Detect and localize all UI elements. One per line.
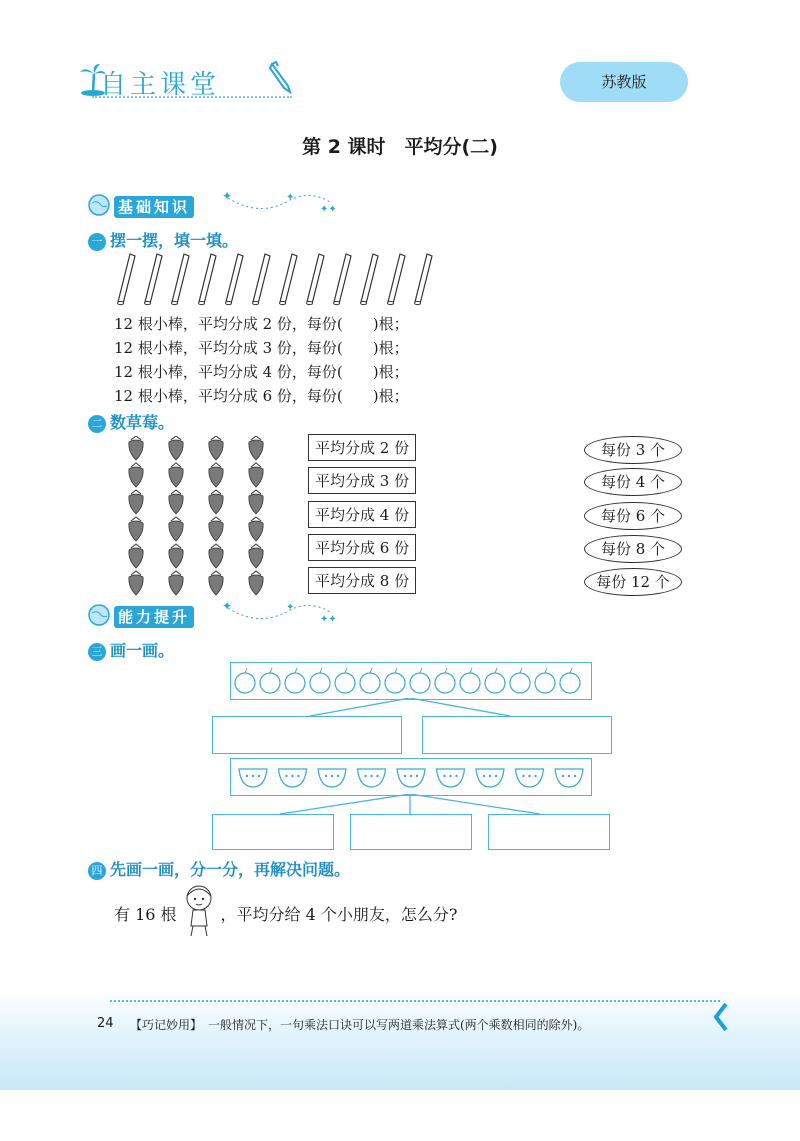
sparkle-trail-decoration xyxy=(220,598,340,632)
svg-text:✦: ✦ xyxy=(222,189,233,203)
stick-icon xyxy=(334,254,352,305)
q2-box-2[interactable]: 平均分成 3 份 xyxy=(308,467,416,494)
section-basic-label: 基础知识 xyxy=(114,196,194,218)
watermelon-slice-icon xyxy=(279,769,307,787)
strawberry-icon xyxy=(249,490,263,514)
apple-icon xyxy=(510,668,530,693)
apples-box xyxy=(230,662,592,700)
watermelon-slice-icon xyxy=(239,769,267,787)
globe-icon xyxy=(88,604,110,630)
strawberry-icon xyxy=(169,544,183,568)
stick-icon xyxy=(388,254,406,305)
answer-box-apple-right[interactable] xyxy=(422,716,612,754)
apple-icon xyxy=(360,668,380,693)
q4-label: 先画一画，分一分，再解决问题。 xyxy=(110,860,351,879)
q2-box-3[interactable]: 平均分成 4 份 xyxy=(308,501,416,528)
q4-text-after: ，平均分给 4 个小朋友，怎么分? xyxy=(220,905,458,924)
apple-icon xyxy=(335,668,355,693)
child-illustration-icon xyxy=(177,902,221,920)
edition-badge: 苏教版 xyxy=(560,62,688,102)
watermelon-connector-lines xyxy=(210,794,610,814)
q2-box-1[interactable]: 平均分成 2 份 xyxy=(308,434,416,461)
stick-icon xyxy=(361,254,379,305)
q2-oval-3[interactable]: 每份 6 个 xyxy=(584,502,682,530)
q3-number: 三 xyxy=(88,643,106,661)
q2-oval-4[interactable]: 每份 8 个 xyxy=(584,535,682,563)
strawberry-icon xyxy=(209,463,223,487)
strawberry-icon xyxy=(169,517,183,541)
apple-icon xyxy=(260,668,280,693)
apple-icon xyxy=(435,668,455,693)
stick-icon xyxy=(253,254,271,305)
strawberry-icon xyxy=(169,436,183,460)
svg-text:✦: ✦ xyxy=(286,602,295,613)
q2-oval-1[interactable]: 每份 3 个 xyxy=(584,436,682,464)
lesson-title: 第 2 课时 平均分(二) xyxy=(302,136,498,158)
stick-icon xyxy=(118,254,136,305)
chevron-left-icon xyxy=(712,1002,730,1036)
strawberry-icon xyxy=(209,436,223,460)
answer-box-melon-1[interactable] xyxy=(212,814,334,850)
footer-band xyxy=(0,990,800,1090)
strawberry-icon xyxy=(129,436,143,460)
strawberry-icon xyxy=(129,571,143,595)
apple-icon xyxy=(410,668,430,693)
strawberry-icon xyxy=(209,571,223,595)
footer-tip: 【巧记妙用】 一般情况下，一句乘法口诀可以写两道乘法算式(两个乘数相同的除外)。 xyxy=(130,1018,590,1032)
header-divider xyxy=(92,96,292,98)
strawberry-icon xyxy=(249,517,263,541)
q1-number: 一 xyxy=(88,233,106,251)
strawberries-illustration xyxy=(120,436,280,596)
watermelon-slice-icon xyxy=(437,769,465,787)
stick-icon xyxy=(199,254,217,305)
header-title: 自主课堂 xyxy=(100,70,221,100)
q2-box-5[interactable]: 平均分成 8 份 xyxy=(308,567,416,594)
sticks-illustration xyxy=(108,250,448,310)
strawberry-icon xyxy=(169,490,183,514)
q4-number: 四 xyxy=(88,862,106,880)
strawberry-icon xyxy=(209,490,223,514)
apple-icon xyxy=(385,668,405,693)
watermelon-slice-icon xyxy=(318,769,346,787)
strawberry-icon xyxy=(209,517,223,541)
stick-icon xyxy=(226,254,244,305)
stick-icon xyxy=(280,254,298,305)
q4-text-before: 有 16 根 xyxy=(114,905,177,924)
apple-icon xyxy=(310,668,330,693)
apple-icon xyxy=(535,668,555,693)
strawberry-icon xyxy=(129,490,143,514)
apple-icon xyxy=(560,668,580,693)
q1-label: 摆一摆，填一填。 xyxy=(110,231,239,250)
strawberry-icon xyxy=(249,463,263,487)
strawberry-icon xyxy=(249,571,263,595)
strawberry-icon xyxy=(169,571,183,595)
q1-line-4: 12 根小棒，平均分成 6 份，每份( )根； xyxy=(114,387,409,405)
watermelon-slice-icon xyxy=(516,769,544,787)
footer-divider xyxy=(110,1000,720,1002)
stick-icon xyxy=(145,254,163,305)
answer-box-melon-3[interactable] xyxy=(488,814,610,850)
svg-text:✦✦: ✦✦ xyxy=(320,204,337,215)
globe-icon xyxy=(88,194,110,220)
strawberry-icon xyxy=(209,544,223,568)
strawberry-icon xyxy=(129,517,143,541)
strawberry-icon xyxy=(169,463,183,487)
watermelon-slice-icon xyxy=(358,769,386,787)
q2-oval-5[interactable]: 每份 12 个 xyxy=(584,568,682,596)
strawberry-icon xyxy=(129,544,143,568)
answer-box-apple-left[interactable] xyxy=(212,716,402,754)
watermelon-box xyxy=(230,758,592,796)
q1-line-1: 12 根小棒，平均分成 2 份，每份( )根； xyxy=(114,315,409,333)
stick-icon xyxy=(307,254,325,305)
sparkle-trail-decoration xyxy=(220,188,340,222)
strawberry-icon xyxy=(249,544,263,568)
q2-box-4[interactable]: 平均分成 6 份 xyxy=(308,534,416,561)
pencil-icon xyxy=(268,60,294,98)
apple-icon xyxy=(460,668,480,693)
watermelon-slice-icon xyxy=(555,769,583,787)
svg-text:✦✦: ✦✦ xyxy=(320,614,337,625)
strawberry-icon xyxy=(129,463,143,487)
svg-text:✦: ✦ xyxy=(286,192,295,203)
watermelon-slice-icon xyxy=(397,769,425,787)
svg-text:✦: ✦ xyxy=(222,599,233,613)
apple-icon xyxy=(285,668,305,693)
page-number: 24 xyxy=(97,1016,114,1031)
q1-line-3: 12 根小棒，平均分成 4 份，每份( )根； xyxy=(114,363,409,381)
strawberry-icon xyxy=(249,436,263,460)
apple-connector-lines xyxy=(210,698,610,718)
q2-oval-2[interactable]: 每份 4 个 xyxy=(584,468,682,496)
stick-icon xyxy=(172,254,190,305)
apple-icon xyxy=(235,668,255,693)
q2-number: 二 xyxy=(88,415,106,433)
stick-icon xyxy=(415,254,433,305)
q1-line-2: 12 根小棒，平均分成 3 份，每份( )根； xyxy=(114,339,409,357)
apple-icon xyxy=(485,668,505,693)
answer-box-melon-2[interactable] xyxy=(350,814,472,850)
section-ability-label: 能力提升 xyxy=(114,606,194,628)
watermelon-slice-icon xyxy=(476,769,504,787)
q2-label: 数草莓。 xyxy=(110,413,175,432)
q3-label: 画一画。 xyxy=(110,641,175,660)
